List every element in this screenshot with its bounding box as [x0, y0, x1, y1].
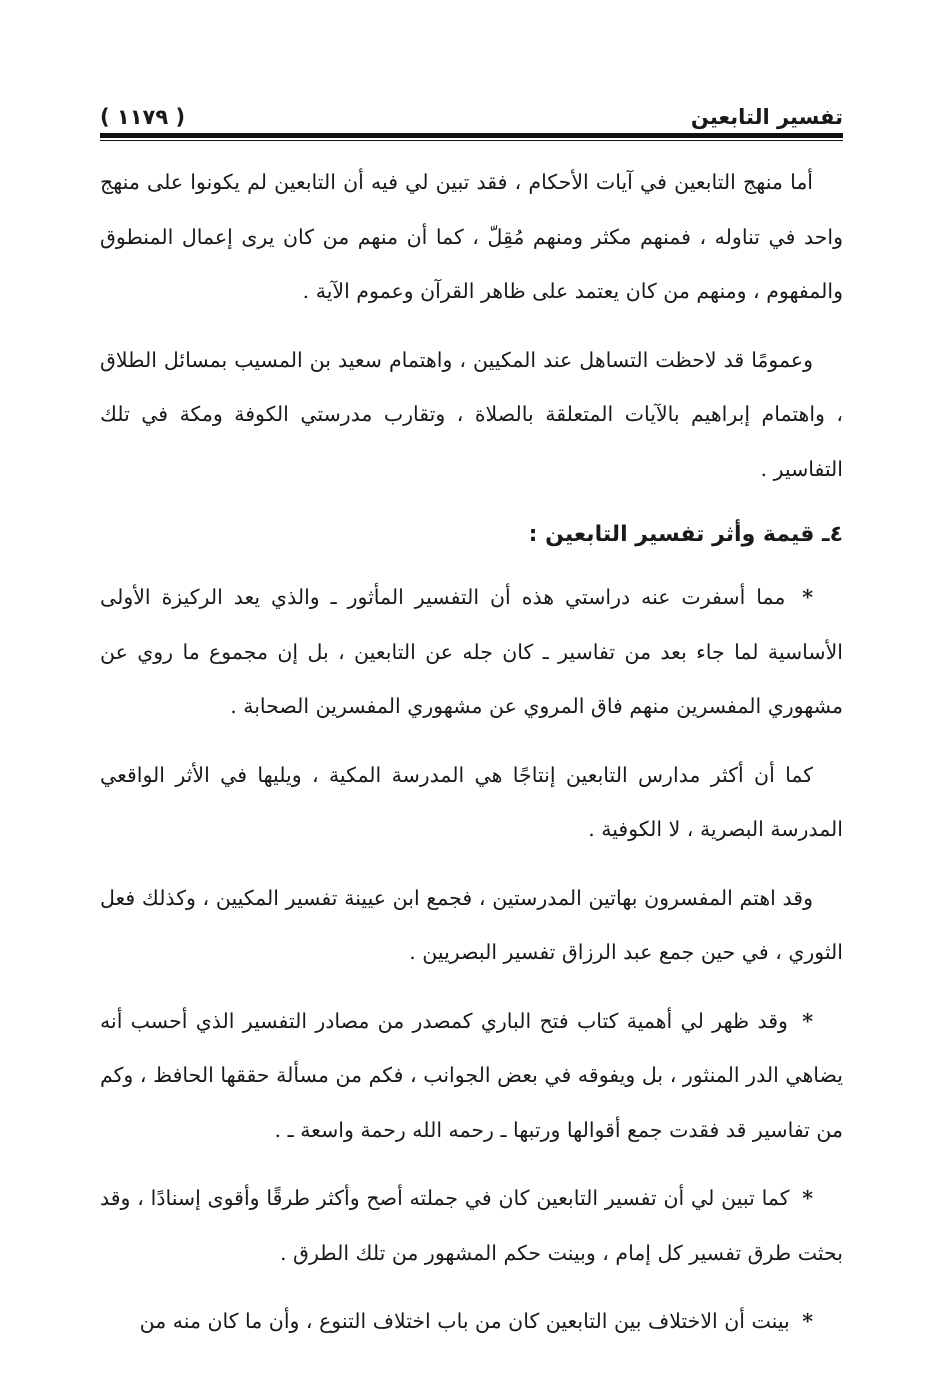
asterisk-bullet-icon: * [802, 1008, 813, 1033]
page-header [100, 95, 843, 129]
paragraph [100, 871, 843, 980]
paragraph-text: كما تبين لي أن تفسير التابعين كان في جملته أصح وأكثر طرقًا وأقوى إسنادًا ، وقد بحثت طرق تفسير كل إمام ، وبينت حكم المشهور من تلك الطرق . [100, 1186, 843, 1265]
section-heading: ٤ـ قيمة وأثر تفسير التابعين : [528, 522, 843, 547]
bullet-paragraph [100, 994, 843, 1158]
bullet-paragraph [100, 570, 843, 734]
bullet-paragraph [100, 1171, 843, 1280]
paragraph-text: وعمومًا قد لاحظت التساهل عند المكيين ، واهتمام سعيد بن المسيب بمسائل الطلاق ، واهتمام إبراهيم بالآيات المتعلقة بالصلاة ، وتقارب مدرستي الكوفة ومكة في تلك التفاسير . [100, 347, 843, 481]
paragraph-text: كما أن أكثر مدارس التابعين إنتاجًا هي المدرسة المكية ، ويليها في الأثر الواقعي المدرسة البصرية ، لا الكوفية . [100, 762, 843, 841]
asterisk-bullet-icon: * [802, 585, 813, 609]
header-rule-thick [100, 133, 843, 138]
bullet-paragraph [100, 1294, 843, 1349]
paragraph [100, 333, 843, 497]
running-title: تفسير التابعين [690, 105, 843, 129]
paragraph-text: وقد اهتم المفسرون بهاتين المدرستين ، فجمع ابن عيينة تفسير المكيين ، وكذلك فعل الثوري ، في حين جمع عبد الرزاق تفسير البصريين . [100, 885, 843, 964]
paragraph [100, 748, 843, 857]
paragraph-text: أما منهج التابعين في آيات الأحكام ، فقد تبين لي فيه أن التابعين لم يكونوا على منهج واحد في تناوله ، فمنهم مكثر ومنهم مُقِلّ ، كما أن منهم من كان يرى إعمال المنطوق والمفهوم ، ومنهم من كان يعتمد على ظاهر القرآن وعموم الآية . [100, 170, 843, 303]
paragraph-text: وقد ظهر لي أهمية كتاب فتح الباري كمصدر من مصادر التفسير الذي أحسب أنه يضاهي الدر المنثور ، بل ويفوقه في بعض الجوانب ، فكم من مسألة حققها الحافظ ، وكم من تفاسير قد فقدت جمع أقوالها ورتبها ـ رحمه الله رحمة واسعة ـ . [100, 1008, 843, 1142]
document-page [100, 95, 843, 1363]
paragraph-text: مما أسفرت عنه دراستي هذه أن التفسير المأثور ـ والذي يعد الركيزة الأولى الأساسية لما جاء بعد من تفاسير ـ كان جله عن التابعين ، بل إن مجموع ما روي عن مشهوري المفسرين منهم فاق المروي عن مشهوري المفسرين الصحابة . [100, 585, 843, 718]
page-number: ( ١١٧٩ ) [100, 105, 186, 129]
asterisk-bullet-icon: * [802, 1309, 813, 1333]
asterisk-bullet-icon: * [802, 1186, 813, 1210]
paragraph-text: بينت أن الاختلاف بين التابعين كان من باب اختلاف التنوع ، وأن ما كان منه من [139, 1309, 790, 1333]
body-text [100, 155, 843, 1349]
paragraph [100, 155, 843, 319]
header-rule-thin [100, 140, 843, 141]
